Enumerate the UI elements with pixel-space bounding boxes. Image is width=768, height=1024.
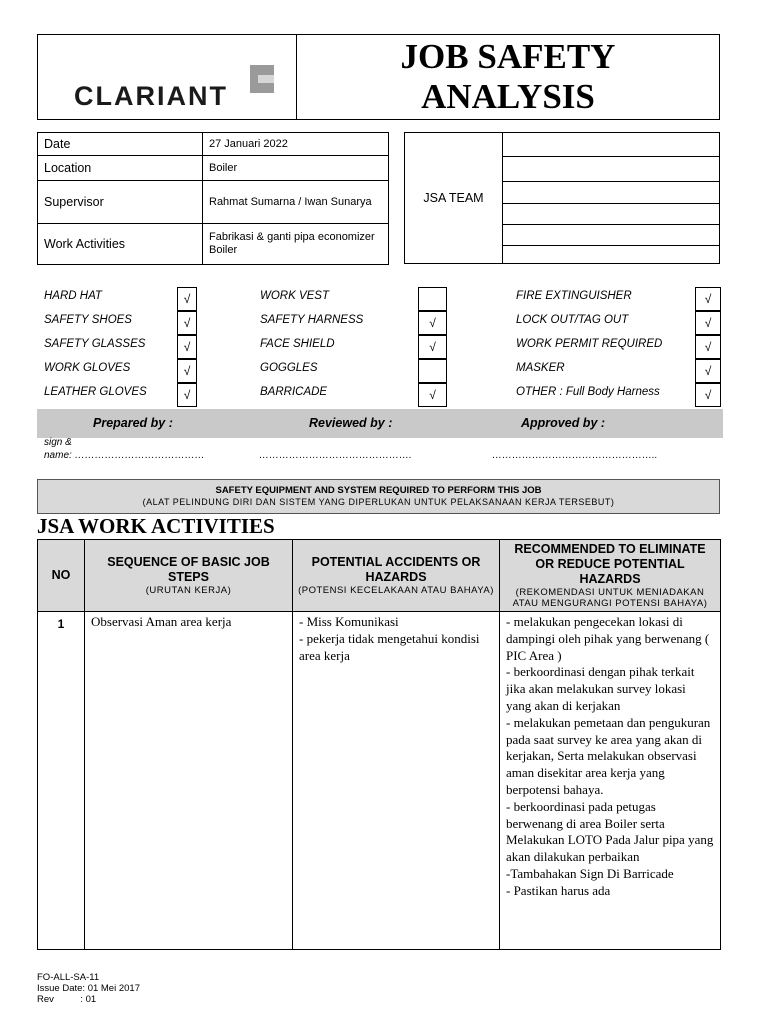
jsa-team-box <box>404 132 720 264</box>
company-logo-text: CLARIANT <box>74 81 228 111</box>
ppe-checkbox[interactable]: √ <box>177 335 197 359</box>
recommendation-item: - melakukan pengecekan lokasi di dampingi oleh pihak yang berwenang ( PIC Area ) <box>506 614 710 663</box>
document-title: JOB SAFETY ANALYSIS <box>400 37 616 116</box>
ppe-checkbox[interactable]: √ <box>177 311 197 335</box>
recommendation-item: - melakukan pemetaan dan pengukuran pada saat survey ke area yang akan di kerjakan, Serta melakukan observasi aman disekitar area kerja yang berpotensi bahaya. <box>506 714 711 797</box>
team-member-line <box>502 224 719 246</box>
ppe-label: SAFETY GLASSES <box>44 338 146 350</box>
ppe-checkbox[interactable]: √ <box>418 335 447 359</box>
ppe-checkbox[interactable]: √ <box>177 359 197 383</box>
ppe-label: WORK GLOVES <box>44 362 131 374</box>
safety-equipment-banner <box>37 479 720 514</box>
ppe-checkbox[interactable]: √ <box>418 383 447 407</box>
reviewed-by-label: Reviewed by : <box>309 416 393 430</box>
ppe-checkbox[interactable]: √ <box>695 287 721 311</box>
ppe-label: SAFETY HARNESS <box>260 314 364 326</box>
column-header-hazards: POTENTIAL ACCIDENTS OR HAZARDS (POTENSI KECELAKAAN ATAU BAHAYA) <box>293 540 500 612</box>
column-header-recommendations: RECOMMENDED TO ELIMINATE OR REDUCE POTENTIAL HAZARDS (REKOMENDASI UNTUK MENIADAKAN ATAU MENGURANGI POTENSI BAHAYA) <box>500 540 721 612</box>
recommendations-cell <box>500 612 721 950</box>
table-row <box>38 612 721 950</box>
info-row-supervisor <box>38 181 389 224</box>
jsa-team-label: JSA TEAM <box>405 133 503 263</box>
column-header-no: NO <box>38 540 85 612</box>
ppe-checkbox[interactable]: √ <box>177 287 197 311</box>
info-label: Supervisor <box>38 181 203 224</box>
ppe-checkbox[interactable]: √ <box>695 359 721 383</box>
info-value: Rahmat Sumarna / Iwan Sunarya <box>203 181 389 224</box>
ppe-checkbox[interactable] <box>418 287 447 311</box>
jsa-activities-table <box>37 539 721 950</box>
name-line-reviewed: ………………………………………. <box>259 450 412 461</box>
team-member-line <box>502 181 719 204</box>
name-line-prepared: name: ………………………………… <box>44 450 205 461</box>
column-header-sequence: SEQUENCE OF BASIC JOB STEPS (URUTAN KERJA) <box>85 540 293 612</box>
ppe-checkbox[interactable]: √ <box>177 383 197 407</box>
info-value: Boiler <box>203 156 389 181</box>
ppe-label: LOCK OUT/TAG OUT <box>516 314 629 326</box>
info-label: Location <box>38 156 203 181</box>
name-line-approved: ………………………………………….. <box>492 450 658 461</box>
ppe-label: WORK VEST <box>260 290 330 302</box>
team-member-line <box>502 156 719 182</box>
job-step-cell: Observasi Aman area kerja <box>85 612 293 950</box>
info-value: 27 Januari 2022 <box>203 133 389 156</box>
info-value: Fabrikasi & ganti pipa economizer Boiler <box>203 224 389 265</box>
issue-date: Issue Date: 01 Mei 2017 <box>37 983 140 994</box>
document-footer <box>37 972 140 1005</box>
ppe-label: HARD HAT <box>44 290 102 302</box>
row-number: 1 <box>38 612 85 950</box>
recommendation-item: - berkoordinasi pada petugas berwenang di area Boiler serta Melakukan LOTO Pada Jalur pipa yang akan dilakukan perbaikan <box>506 798 714 865</box>
team-member-line <box>502 133 719 157</box>
team-member-line <box>502 203 719 225</box>
ppe-checkbox[interactable]: √ <box>418 311 447 335</box>
ppe-label: BARRICADE <box>260 386 328 398</box>
hazard-item: - pekerja tidak mengetahui kondisi area kerja <box>299 630 480 663</box>
sign-label: sign & <box>44 437 72 448</box>
ppe-checkbox[interactable] <box>418 359 447 383</box>
ppe-label: LEATHER GLOVES <box>44 386 147 398</box>
ppe-checkbox[interactable]: √ <box>695 383 721 407</box>
signoff-band <box>37 409 723 438</box>
ppe-checkbox[interactable]: √ <box>695 311 721 335</box>
ppe-label: WORK PERMIT REQUIRED <box>516 338 663 350</box>
section-title: JSA WORK ACTIVITIES <box>37 514 275 538</box>
recommendation-item: -Tambahakan Sign Di Barricade <box>506 865 674 881</box>
recommendation-item: - Pastikan harus ada <box>506 882 611 898</box>
ppe-label: FACE SHIELD <box>260 338 335 350</box>
ppe-label: GOGGLES <box>260 362 318 374</box>
safety-equipment-subtitle: (ALAT PELINDUNG DIRI DAN SISTEM YANG DIPERLUKAN UNTUK PELAKSANAAN KERJA TERSEBUT) <box>142 497 615 507</box>
info-label: Work Activities <box>38 224 203 265</box>
ppe-checkbox[interactable]: √ <box>695 335 721 359</box>
document-header <box>37 34 720 120</box>
info-label: Date <box>38 133 203 156</box>
safety-equipment-title: SAFETY EQUIPMENT AND SYSTEM REQUIRED TO PERFORM THIS JOB <box>215 485 542 496</box>
form-number: FO-ALL-SA-11 <box>37 972 100 983</box>
prepared-by-label: Prepared by : <box>93 416 173 430</box>
recommendation-item: - berkoordinasi dengan pihak terkait jika akan melakukan survey lokasi yang akan di kerjakan <box>506 664 695 713</box>
approved-by-label: Approved by : <box>521 416 606 430</box>
hazard-item: - Miss Komunikasi <box>299 614 399 629</box>
revision: Rev : 01 <box>37 994 97 1005</box>
hazards-cell <box>293 612 500 950</box>
ppe-label: SAFETY SHOES <box>44 314 132 326</box>
ppe-label: MASKER <box>516 362 565 374</box>
ppe-label: OTHER : Full Body Harness <box>516 386 660 398</box>
info-row-location <box>38 156 389 181</box>
clariant-logo-icon <box>248 65 274 93</box>
job-info-table <box>37 132 389 265</box>
info-row-date <box>38 133 389 156</box>
table-header-row <box>38 540 721 612</box>
ppe-label: FIRE EXTINGUISHER <box>516 290 632 302</box>
info-row-work-activities <box>38 224 389 265</box>
